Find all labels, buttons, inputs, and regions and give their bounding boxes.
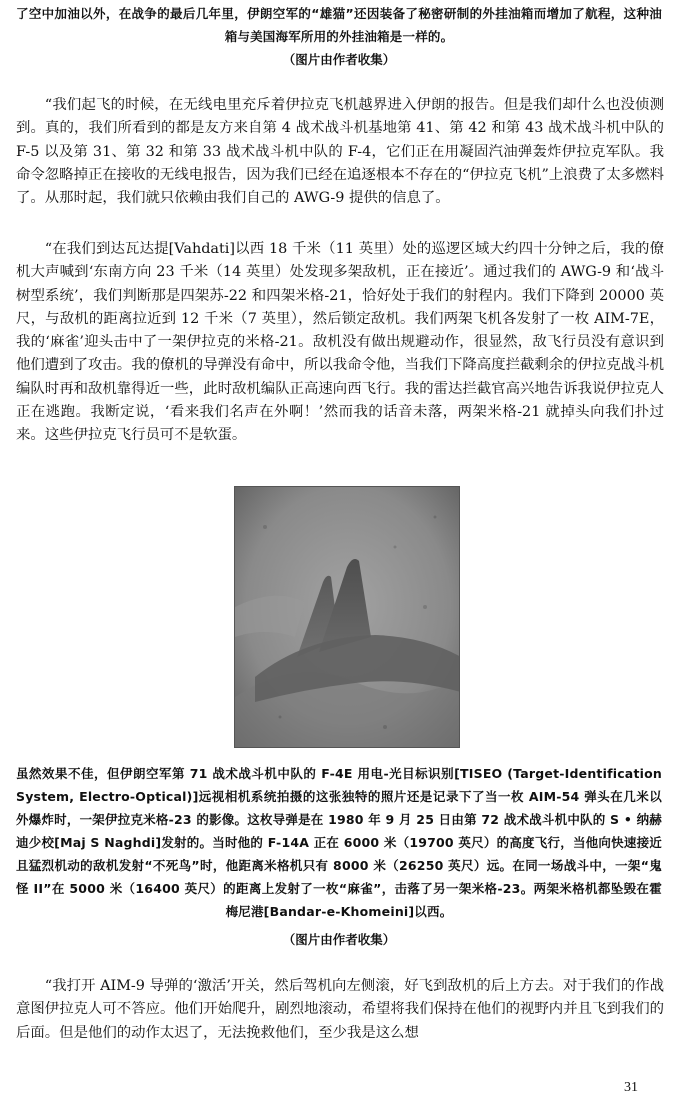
photo-caption: 虽然效果不佳，但伊朗空军第 71 战术战斗机中队的 F-4E 用电-光目标识别[TISEO (Target-Identification System, Electro-Optical)]远视相机系统拍摄的这张独特的照片还是记录下了当一枚 AIM-54 弹头在几米以外爆炸时，一架伊拉克米格-23 的影像。这枚导弹是在 1980 年 9 月 25 日由第 72 战术战斗机中队的 S • 纳赫迪少校[Maj S Naghdi]发射的。当时他的 F-14A 正在 6000 米（19700 英尺）的高度飞行，当他向快速接近且猛烈机动的敌机发射“不死鸟”时，他距离米格机只有 8000 米（26250 英尺）远。在同一场战斗中，一架“鬼怪 II”在 5000 米（16400 英尺）的距离上发射了一枚“麻雀”，击落了另一架米格-23。两架米格机都坠毁在霍梅尼港[Bandar-e-Khomeini]以西。 xyxy=(16,766,662,919)
jet-photo xyxy=(234,486,460,748)
body-paragraph-3: “我打开 AIM-9 导弹的‘激活’开关，然后驾机向左侧滚，好飞到敌机的后上方去。对于我们的作战意图伊拉克人可不答应。他们开始爬升，剧烈地滚动，希望将我们保持在他们的视野内并且飞到我们的后面。但是他们的动作太迟了，无法挽救他们，至少我是这么想 xyxy=(16,978,664,1041)
body-paragraph-2: “在我们到达瓦达提[Vahdati]以西 18 千米（11 英里）处的巡逻区域大约四十分钟之后，我的僚机大声喊到‘东南方向 23 千米（14 英里）处发现多架敌机，正在接近’。通过我们的 AWG-9 和‘战斗树型系统’，我们判断那是四架苏-22 和四架米格-21，恰好处于我们的射程内。我们下降到 20000 英尺，与敌机的距离拉近到 12 千米（7 英里），然后锁定敌机。我们两架飞机各发射了一枚 AIM-7E，我的‘麻雀’迎头击中了一架伊拉克的米格-21。敌机没有做出规避动作，很显然，敌飞行员没有意识到他们遭到了攻击。我的僚机的导弹没有命中，所以我命令他，当我们下降高度拦截剩余的伊拉克战斗机编队时再和敌机靠得近一些，此时敌机编队正高速向西飞行。我的雷达拦截官高兴地告诉我说伊拉克人正在逃跑。我断定说，‘看来我们名声在外啊！’然而我的话音未落，两架米格-21 就掉头向我们扑过来。这些伊拉克飞行员可不是软蛋。 xyxy=(16,241,664,444)
page-number: 31 xyxy=(624,1080,638,1095)
top-caption-credit: （图片由作者收集） xyxy=(282,52,396,67)
top-caption: 了空中加油以外，在战争的最后几年里，伊朗空军的“雄猫”还因装备了秘密研制的外挂油箱而增加了航程，这种油箱与美国海军所用的外挂油箱是一样的。 xyxy=(16,6,662,44)
photo-caption-credit: （图片由作者收集） xyxy=(282,932,396,947)
body-paragraph-1: “我们起飞的时候，在无线电里充斥着伊拉克飞机越界进入伊朗的报告。但是我们却什么也没侦测到。真的，我们所看到的都是友方来自第 4 战术战斗机基地第 41、第 42 和第 43 战术战斗机中队的 F-5 以及第 31、第 32 和第 33 战术战斗机中队的 F-4，它们正在用凝固汽油弹轰炸伊拉克军队。我命令忽略掉正在接收的无线电报告，因为我们已经在追逐根本不存在的“伊拉克飞机”上浪费了太多燃料了。从那时起，我们就只依赖由我们自己的 AWG-9 提供的信息了。 xyxy=(16,97,664,207)
